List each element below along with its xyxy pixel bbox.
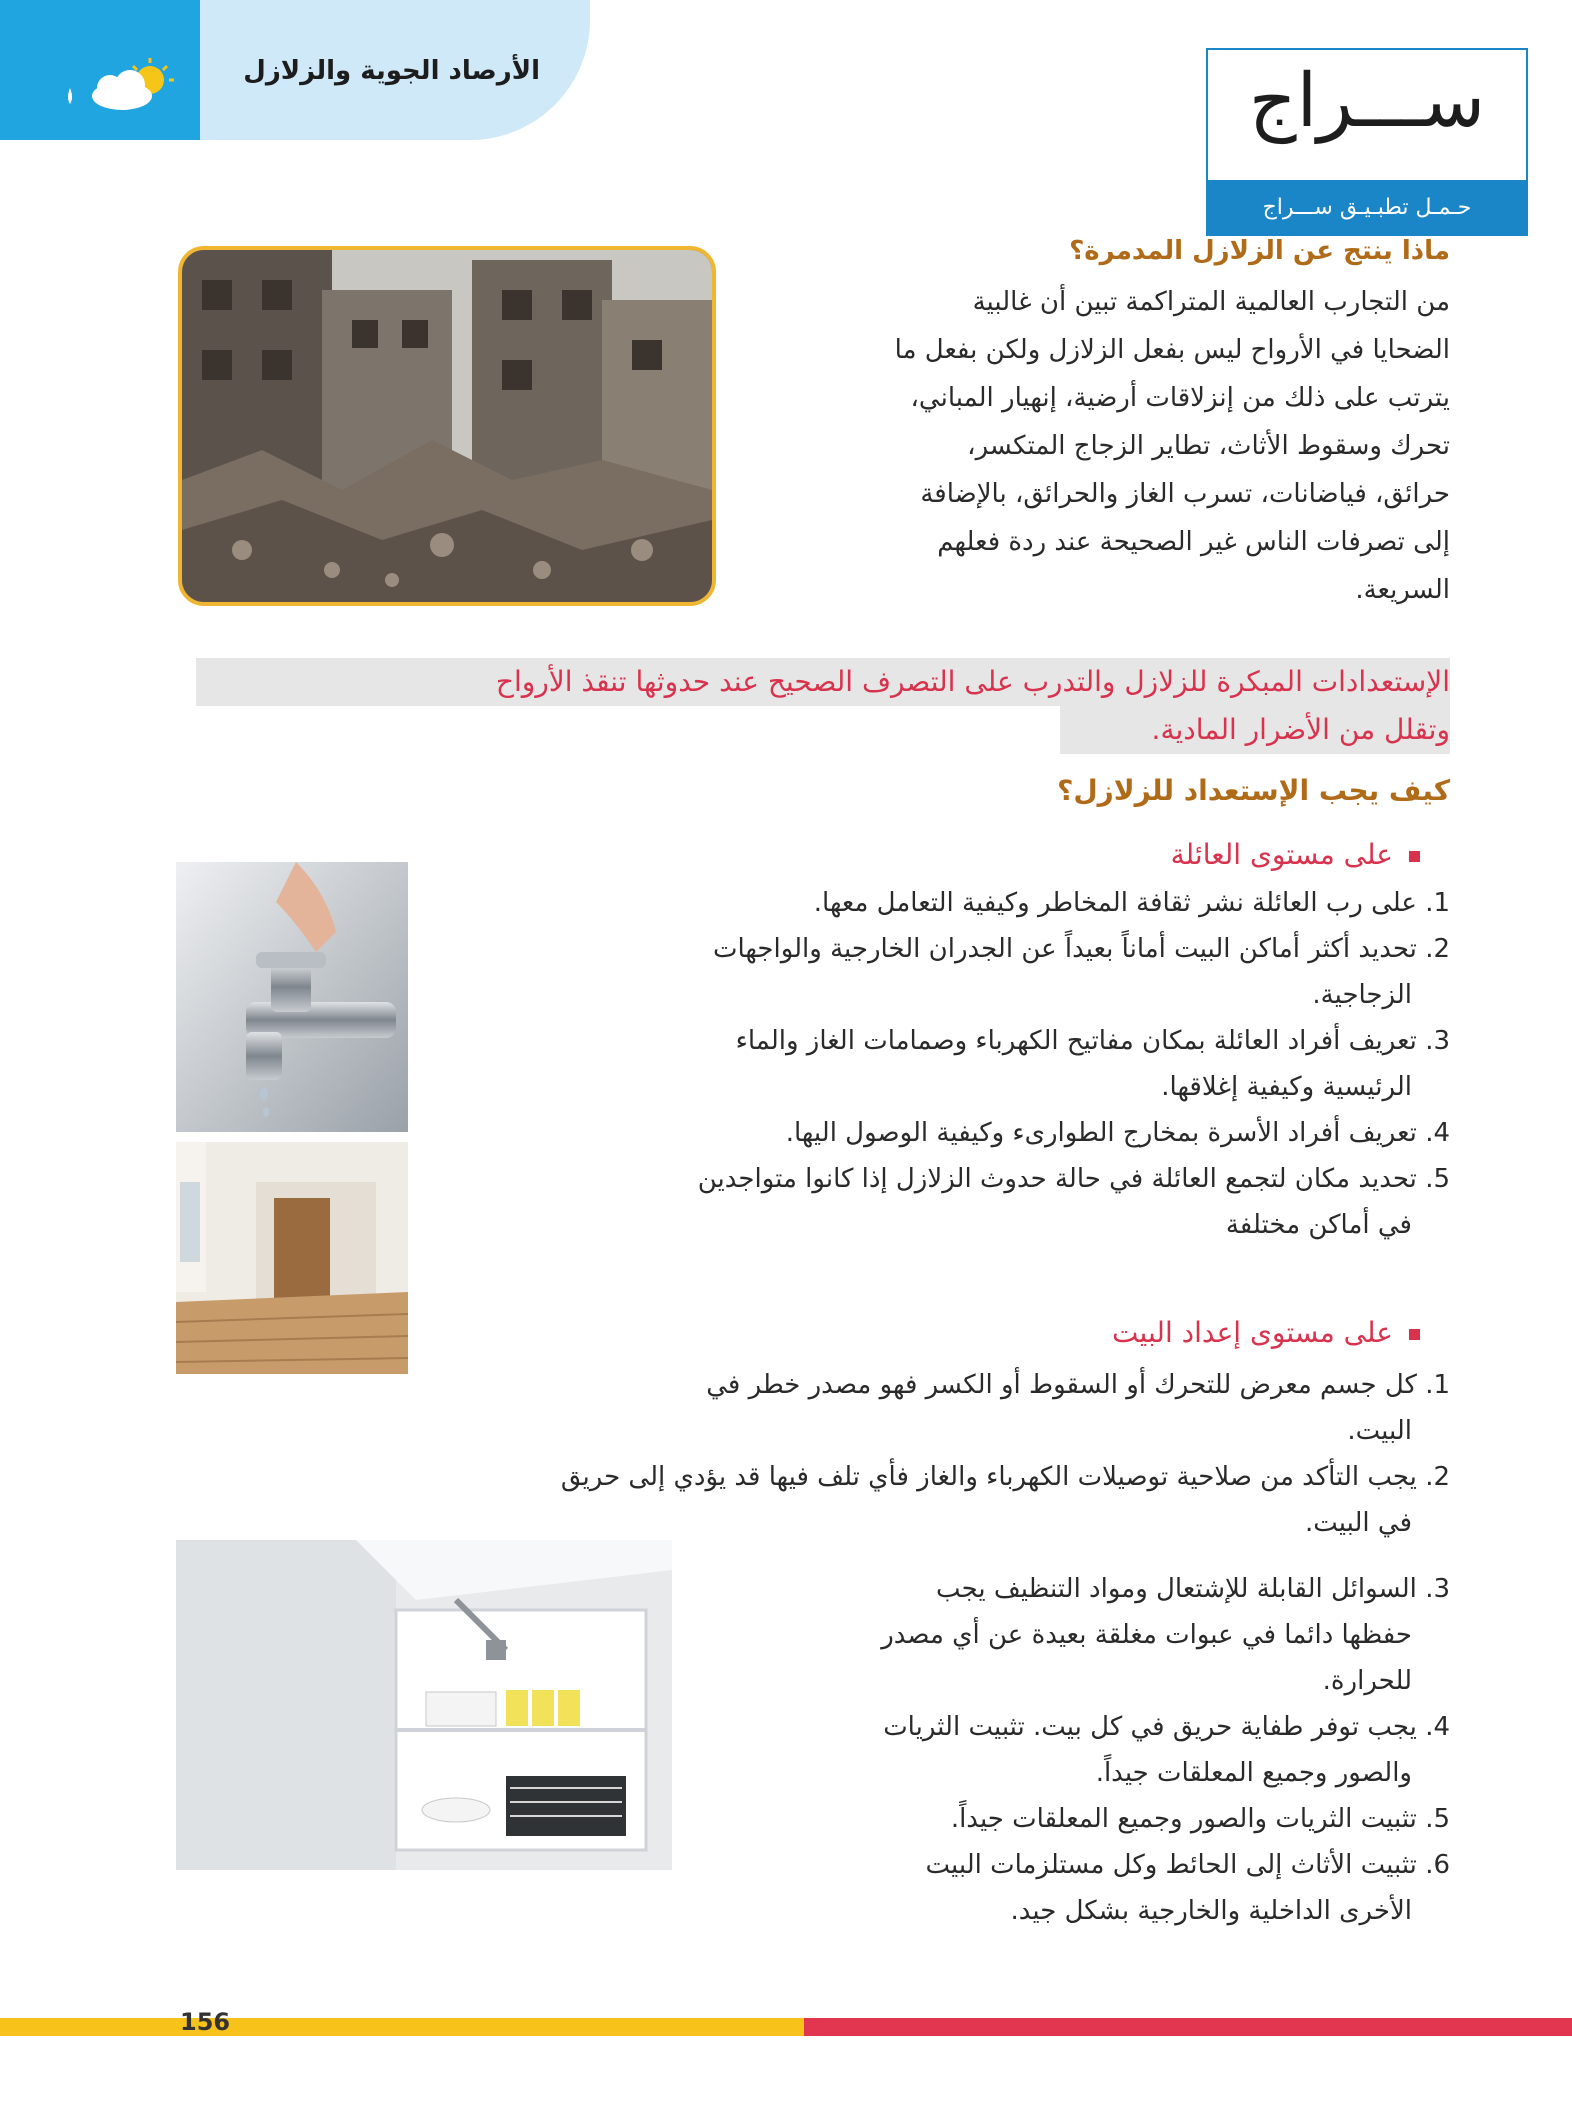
list-item bbox=[420, 1018, 1450, 1064]
item-continuation: الزجاجية. bbox=[1312, 980, 1412, 1010]
item-text: تثبيت الأثاث إلى الحائط وكل مستلزمات البيت bbox=[925, 1850, 1417, 1880]
home-list-top bbox=[196, 1362, 1450, 1546]
item-number: 1. bbox=[1425, 1370, 1450, 1400]
list-item bbox=[690, 1796, 1450, 1842]
item-text: تعريف أفراد الأسرة بمخارج الطوارىء وكيفية الوصول اليها. bbox=[785, 1118, 1417, 1148]
item-text: تحديد مكان لتجمع العائلة في حالة حدوث الزلازل إذا كانوا متواجدين bbox=[697, 1164, 1417, 1194]
list-item bbox=[196, 1454, 1450, 1500]
item-continuation: الأخرى الداخلية والخارجية بشكل جيد. bbox=[1010, 1896, 1412, 1926]
item-number: 3. bbox=[1425, 1026, 1450, 1056]
footer-bar-red bbox=[804, 2018, 1572, 2036]
kitchen-cabinet-photo bbox=[176, 1540, 672, 1870]
empty-room-photo bbox=[176, 1142, 408, 1374]
item-text: تعريف أفراد العائلة بمكان مفاتيح الكهرباء وصمامات الغاز والماء bbox=[735, 1026, 1417, 1056]
list-item bbox=[690, 1842, 1450, 1888]
footer-bar-yellow bbox=[0, 2018, 804, 2036]
highlight-box bbox=[196, 658, 1450, 754]
item-continuation: حفظها دائما في عبوات مغلقة بعيدة عن أي مصدر bbox=[881, 1620, 1412, 1650]
list-item bbox=[420, 1156, 1450, 1202]
rubble-illustration bbox=[182, 250, 712, 602]
paragraph-line: يترتب على ذلك من إنزلاقات أرضية، إنهيار المباني، bbox=[910, 383, 1450, 413]
highlight-line: وتقلل من الأضرار المادية. bbox=[1151, 713, 1450, 746]
paragraph-line: إلى تصرفات الناس غير الصحيحة عند ردة فعلهم bbox=[937, 527, 1450, 557]
bullet-square bbox=[1409, 851, 1420, 862]
item-text: تحديد أكثر أماكن البيت أماناً بعيداً عن الجدران الخارجية والواجهات bbox=[713, 934, 1417, 964]
bullet-square bbox=[1409, 1329, 1420, 1340]
paragraph-line: تحرك وسقوط الأثاث، تطاير الزجاج المتكسر، bbox=[967, 431, 1450, 461]
section1-paragraph bbox=[730, 278, 1450, 614]
item-number: 4. bbox=[1425, 1118, 1450, 1148]
item-number: 5. bbox=[1425, 1804, 1450, 1834]
item-number: 1. bbox=[1425, 888, 1450, 918]
item-continuation: في أماكن مختلفة bbox=[1225, 1210, 1412, 1240]
item-text: تثبيت الثريات والصور وجميع المعلقات جيداً. bbox=[950, 1804, 1417, 1834]
weather-icon bbox=[62, 58, 182, 120]
home-subheading bbox=[700, 1316, 1420, 1349]
item-text: السوائل القابلة للإشتعال ومواد التنظيف يجب bbox=[936, 1574, 1417, 1604]
family-list bbox=[420, 880, 1450, 1248]
collapsed-building-photo bbox=[178, 246, 716, 606]
list-item bbox=[196, 1362, 1450, 1408]
item-continuation: والصور وجميع المعلقات جيداً. bbox=[1095, 1758, 1412, 1788]
list-item bbox=[420, 926, 1450, 972]
item-number: 4. bbox=[1425, 1712, 1450, 1742]
item-text: يجب توفر طفاية حريق في كل بيت. تثبيت الثريات bbox=[883, 1712, 1417, 1742]
item-text: يجب التأكد من صلاحية توصيلات الكهرباء والغاز فأي تلف فيها قد يؤدي إلى حريق bbox=[560, 1462, 1417, 1492]
item-continuation: الرئيسية وكيفية إغلاقها. bbox=[1161, 1072, 1412, 1102]
family-subheading bbox=[700, 838, 1420, 871]
cabinet-illustration bbox=[176, 1540, 672, 1870]
faucet-illustration bbox=[176, 862, 408, 1132]
paragraph-line: السريعة. bbox=[1355, 575, 1450, 605]
room-illustration bbox=[176, 1142, 408, 1374]
list-item bbox=[690, 1704, 1450, 1750]
list-item bbox=[420, 880, 1450, 926]
siraj-logo bbox=[1206, 48, 1528, 184]
item-number: 5. bbox=[1425, 1164, 1450, 1194]
paragraph-line: الضحايا في الأرواح ليس بفعل الزلازل ولكن بفعل ما bbox=[894, 335, 1450, 365]
list-item bbox=[420, 1110, 1450, 1156]
item-number: 6. bbox=[1425, 1850, 1450, 1880]
section1-heading: ماذا ينتج عن الزلازل المدمرة؟ bbox=[1069, 236, 1450, 266]
family-subheading-label: على مستوى العائلة bbox=[1170, 838, 1393, 871]
chapter-title: الأرصاد الجوية والزلازل bbox=[243, 56, 540, 86]
home-list-bottom bbox=[690, 1566, 1450, 1934]
item-number: 2. bbox=[1425, 934, 1450, 964]
logo-word: ســـراج bbox=[1248, 58, 1486, 144]
page-number: 156 bbox=[180, 2008, 231, 2036]
home-subheading-label: على مستوى إعداد البيت bbox=[1112, 1316, 1393, 1349]
item-text: كل جسم معرض للتحرك أو السقوط أو الكسر فهو مصدر خطر في bbox=[706, 1370, 1417, 1400]
paragraph-line: حرائق، فياضانات، تسرب الغاز والحرائق، بالإضافة bbox=[920, 479, 1450, 509]
section2-heading: كيف يجب الإستعداد للزلازل؟ bbox=[1057, 774, 1450, 807]
paragraph-line: من التجارب العالمية المتراكمة تبين أن غالبية bbox=[972, 287, 1450, 317]
item-continuation: للحرارة. bbox=[1322, 1666, 1412, 1696]
item-number: 3. bbox=[1425, 1574, 1450, 1604]
item-continuation: البيت. bbox=[1347, 1416, 1412, 1446]
item-continuation: في البيت. bbox=[1305, 1508, 1412, 1538]
item-text: على رب العائلة نشر ثقافة المخاطر وكيفية التعامل معها. bbox=[813, 888, 1417, 918]
logo-app-strip: حـمـل تطبـيـق ســـراج bbox=[1206, 180, 1528, 236]
highlight-line: الإستعدادات المبكرة للزلازل والتدرب على التصرف الصحيح عند حدوثها تنقذ الأرواح bbox=[495, 665, 1450, 698]
item-number: 2. bbox=[1425, 1462, 1450, 1492]
list-item bbox=[690, 1566, 1450, 1612]
dripping-faucet-photo bbox=[176, 862, 408, 1132]
